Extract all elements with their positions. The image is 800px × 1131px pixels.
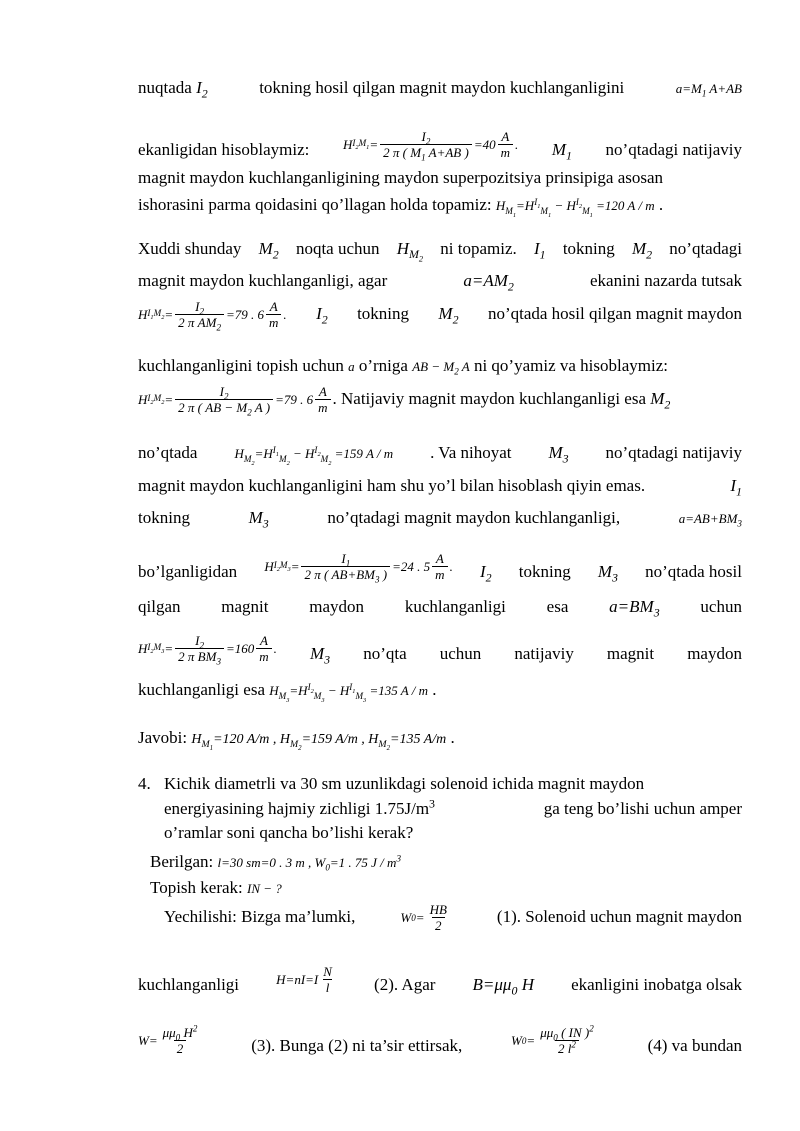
text-line: magnit maydon kuchlanganligining maydon superpozitsiya prinsipiga asosan [138,168,664,187]
text-line: Xuddi shunday $M_2$ noqta uchun $H_{M_2}$ ni topamiz. $I_1$ tokning $M_2$ no’qtadagi [138,239,742,264]
text-line: Kichik diametrli va 30 sm uzunlikdagi solenoid ichida magnit maydon [164,774,645,793]
text-line: no’qtada $H_{M_2}=H^{I_1}_{M_2} - H^{I_2}_{M_2} =159$ A / m . Va nihoyat $M_3$ no’qtadagi natijaviy [138,443,742,467]
text-line: kuchlanganligi esa $H_{M_3}=H^{I_2}_{M_3} - H^{I_1}_{M_3} =135$ A / m . [138,680,437,704]
text-line: bo’lganligidan H $I_2$ $M_3$ = $\frac{I_1}{2 \pi ( AB+BM_3 )}$ =24 . 5 $\frac{A}{m}$ . $I_2$ tokning $M_3$ no’qtada hosil [138,551,742,585]
text-line: Yechilishi: Bizga ma’lumki, W 0 = $\frac{HB}{2}$ (1). Solenoid uchun magnit maydon [164,902,742,933]
problem-number: 4. [138,774,151,793]
text-line: energiyasining hajmiy zichligi $1.75J/m^3$ ga teng bo’lishi uchun amper [164,796,742,818]
text-line: magnit maydon kuchlanganligi, agar $a=AM_2$ ekanini nazarda tutsak [138,271,742,294]
text-line: tokning $M_3$ no’qtadagi magnit maydon kuchlanganligi, $a=AB+BM_3$ [138,508,742,531]
text-line: kuchlanganligini topish uchun a o’rniga AB − $M_2$ A ni qo’yamiz va hisoblaymiz: [138,356,668,377]
answer-line: Javobi: $H_{M_1}=120$ A/m , $H_{M_2}=159$ A/m , $H_{M_2}=135$ A/m . [138,728,455,752]
text-line: qilgan magnit maydon kuchlanganligi esa $a=BM_3$ uchun [138,597,742,620]
text-line: ekanligidan hisoblaymiz: H $I_2$ $M_1$ = $\frac{I_2}{2 \pi ( M_1 A+AB )}$ =40 $\frac{A}{m}$ . $M_1$ no’qtadagi natijaviy [138,129,742,163]
find-line: Topish kerak: IN − ? [150,878,282,897]
text-line: o’ramlar soni qancha bo’lishi kerak? [164,823,414,842]
text-line: H $I_2$ $M_3$ = $\frac{I_2}{2 \pi BM_3}$ =160 $\frac{A}{m}$ . $M_3$ no’qta uchun natijaviy magnit maydon [138,633,742,667]
text-line: H $I_1$ $M_2$ = $\frac{I_2}{2 \pi AM_2}$ =79 . 6 $\frac{A}{m}$ . $I_2$ tokning $M_2$ no’qtada hosil qilgan magnit maydon [138,299,742,333]
text-line: ishorasini parma qoidasini qo’llagan holda topamiz: $H_{M_1}=H^{I_1}_{M_1} - H^{I_2}_{M_1} =120$ A / m . [138,195,664,219]
text-line: nuqtada $I_2$ tokning hosil qilgan magnit maydon kuchlanganligini $a=M_1$ A+AB [138,78,742,101]
text-line: W= $\frac{\mu\mu_0 H^2}{2}$ (3). Bunga (2) ni ta’sir ettirsak, W 0 = $\frac{\mu\mu_0 ( IN )^2}{2 l^2}$ (4) va bundan [138,1023,742,1056]
text-line: H $I_2$ $M_2$ = $\frac{I_2}{2 \pi ( AB - M_2 A )}$ =79 . 6 $\frac{A}{m}$ . Natijaviy magnit maydon kuchlanganligi esa $M_2$ [138,384,671,418]
given-line: Berilgan: l=30 sm=0 . 3 m , $W_0=1$ . 75 J / $m^3$ [150,852,401,873]
text-line: magnit maydon kuchlanganligini ham shu yo’l bilan hisoblash qiyin emas. $I_1$ [138,476,742,499]
text-line: kuchlanganligi H=nI=I $\frac{N}{l}$ (2). Agar $B=\mu\mu_0$ H ekanligini inobatga olsak [138,964,742,998]
